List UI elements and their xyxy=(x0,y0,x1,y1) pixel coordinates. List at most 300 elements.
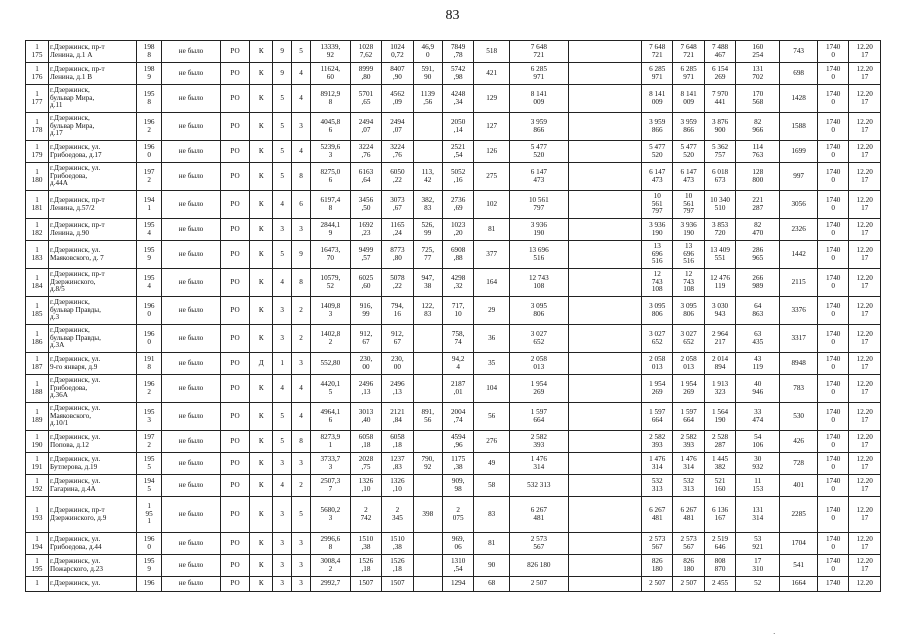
entrance-count: 9 xyxy=(292,241,311,269)
managing-form: РО xyxy=(220,533,249,555)
residents-count: 56 xyxy=(474,403,510,431)
cost-part-3: 2 528 287 xyxy=(704,431,735,453)
residents-count: 129 xyxy=(474,85,510,113)
max-rate: 1740 0 xyxy=(817,241,848,269)
spacer xyxy=(568,41,641,63)
wall-material: К xyxy=(250,577,273,592)
roof-area: 758, 74 xyxy=(442,325,473,353)
municipal-area xyxy=(413,325,442,353)
cost-part-1: 8 141 009 xyxy=(642,85,673,113)
spacer xyxy=(568,297,641,325)
max-rate: 1740 0 xyxy=(817,475,848,497)
row-number: 1 178 xyxy=(26,113,49,141)
deadline: 12.20 17 xyxy=(849,325,881,353)
private-area: 8773 ,80 xyxy=(382,241,413,269)
address: г.Дзержинск, бульвар Мира, д.11 xyxy=(49,85,137,113)
total-area: 8275,0 6 xyxy=(310,163,350,191)
specific-cost: 3317 xyxy=(780,325,818,353)
municipal-area: 891, 56 xyxy=(413,403,442,431)
build-year: 194 1 xyxy=(137,191,162,219)
last-repair: не было xyxy=(162,353,221,375)
address: г.Дзержинск, ул. 9-го января, д.9 xyxy=(49,353,137,375)
last-repair: не было xyxy=(162,269,221,297)
specific-cost: 3376 xyxy=(780,297,818,325)
build-year: 197 2 xyxy=(137,431,162,453)
row-number: 1 189 xyxy=(26,403,49,431)
build-year: 198 9 xyxy=(137,63,162,85)
row-number: 1 xyxy=(26,577,49,592)
managing-form: РО xyxy=(220,41,249,63)
fund-amount: 63 435 xyxy=(736,325,780,353)
spacer xyxy=(568,325,641,353)
last-repair: не было xyxy=(162,555,221,577)
total-cost: 2 582 393 xyxy=(509,431,568,453)
private-area: 1510 ,38 xyxy=(382,533,413,555)
private-area: 230, 00 xyxy=(382,353,413,375)
residents-count: 126 xyxy=(474,141,510,163)
spacer xyxy=(568,403,641,431)
last-repair: не было xyxy=(162,41,221,63)
entrance-count: 2 xyxy=(292,297,311,325)
table-row xyxy=(26,269,881,297)
cost-part-2: 2 573 567 xyxy=(673,533,704,555)
cost-part-1: 2 507 xyxy=(642,577,673,592)
wall-material: К xyxy=(250,325,273,353)
roof-area: 969, 06 xyxy=(442,533,473,555)
cost-part-3: 2 964 217 xyxy=(704,325,735,353)
municipal-area: 526, 99 xyxy=(413,219,442,241)
row-number: 1 186 xyxy=(26,325,49,353)
page-mark: · xyxy=(773,630,776,638)
municipal-area xyxy=(413,577,442,592)
table-row xyxy=(26,475,881,497)
cost-part-1: 6 285 971 xyxy=(642,63,673,85)
entrance-count: 4 xyxy=(292,63,311,85)
fund-amount: 53 921 xyxy=(736,533,780,555)
specific-cost: 1664 xyxy=(780,577,818,592)
fund-amount: 11 153 xyxy=(736,475,780,497)
cost-part-1: 6 147 473 xyxy=(642,163,673,191)
wall-material: К xyxy=(250,403,273,431)
last-repair: не было xyxy=(162,475,221,497)
table-body xyxy=(26,41,881,592)
total-cost: 5 477 520 xyxy=(509,141,568,163)
residents-count: 58 xyxy=(474,475,510,497)
address: г.Дзержинск, пр-т Ленина, д.57/2 xyxy=(49,191,137,219)
cost-part-1: 3 959 866 xyxy=(642,113,673,141)
floor-count: 5 xyxy=(273,241,292,269)
total-cost: 3 095 806 xyxy=(509,297,568,325)
build-year: 196 0 xyxy=(137,141,162,163)
table-row xyxy=(26,403,881,431)
deadline: 12.20 17 xyxy=(849,63,881,85)
build-year: 191 8 xyxy=(137,353,162,375)
roof-area: 5052 ,16 xyxy=(442,163,473,191)
private-area: 4562 ,09 xyxy=(382,85,413,113)
total-cost: 1 954 269 xyxy=(509,375,568,403)
cost-part-2: 1 476 314 xyxy=(673,453,704,475)
floor-count: 9 xyxy=(273,63,292,85)
floor-count: 5 xyxy=(273,113,292,141)
cost-part-2: 7 648 721 xyxy=(673,41,704,63)
specific-cost: 530 xyxy=(780,403,818,431)
managing-form: РО xyxy=(220,577,249,592)
max-rate: 1740 0 xyxy=(817,497,848,533)
deadline: 12.20 17 xyxy=(849,375,881,403)
address: г.Дзержинск, пр-т Дзержинского, д.9 xyxy=(49,497,137,533)
managing-form: РО xyxy=(220,497,249,533)
fund-amount: 131 702 xyxy=(736,63,780,85)
max-rate: 1740 0 xyxy=(817,297,848,325)
managing-form: РО xyxy=(220,353,249,375)
municipal-area xyxy=(413,375,442,403)
private-area: 2 345 xyxy=(382,497,413,533)
deadline: 12.20 17 xyxy=(849,141,881,163)
max-rate: 1740 0 xyxy=(817,191,848,219)
last-repair: не было xyxy=(162,191,221,219)
cost-part-1: 3 095 806 xyxy=(642,297,673,325)
managing-form: РО xyxy=(220,269,249,297)
row-number: 1 179 xyxy=(26,141,49,163)
fund-amount: 82 966 xyxy=(736,113,780,141)
total-cost: 2 507 xyxy=(509,577,568,592)
wall-material: К xyxy=(250,269,273,297)
row-number: 1 181 xyxy=(26,191,49,219)
spacer xyxy=(568,85,641,113)
municipal-area: 122, 83 xyxy=(413,297,442,325)
entrance-count: 4 xyxy=(292,85,311,113)
last-repair: не было xyxy=(162,577,221,592)
floor-count: 4 xyxy=(273,375,292,403)
row-number: 1 182 xyxy=(26,219,49,241)
last-repair: не было xyxy=(162,141,221,163)
build-year: 196 xyxy=(137,577,162,592)
entrance-count: 3 xyxy=(292,219,311,241)
cost-part-3: 2 519 646 xyxy=(704,533,735,555)
table-row xyxy=(26,497,881,533)
total-cost: 3 959 866 xyxy=(509,113,568,141)
deadline: 12.20 17 xyxy=(849,497,881,533)
build-year: 197 2 xyxy=(137,163,162,191)
entrance-count: 5 xyxy=(292,41,311,63)
cost-part-2: 3 959 866 xyxy=(673,113,704,141)
roof-area: 717, 10 xyxy=(442,297,473,325)
table-row xyxy=(26,555,881,577)
wall-material: К xyxy=(250,85,273,113)
deadline: 12.20 17 xyxy=(849,431,881,453)
roof-area: 909, 98 xyxy=(442,475,473,497)
living-area: 1028 7,62 xyxy=(350,41,381,63)
total-area: 3733,7 3 xyxy=(310,453,350,475)
municipal-area: 1139 ,56 xyxy=(413,85,442,113)
floor-count: 5 xyxy=(273,85,292,113)
floor-count: 1 xyxy=(273,353,292,375)
living-area: 912, 67 xyxy=(350,325,381,353)
roof-area: 1310 ,54 xyxy=(442,555,473,577)
fund-amount: 64 863 xyxy=(736,297,780,325)
total-cost: 8 141 009 xyxy=(509,85,568,113)
entrance-count: 2 xyxy=(292,325,311,353)
municipal-area: 113, 42 xyxy=(413,163,442,191)
cost-part-1: 7 648 721 xyxy=(642,41,673,63)
total-cost: 532 313 xyxy=(509,475,568,497)
total-cost: 13 696 516 xyxy=(509,241,568,269)
wall-material: К xyxy=(250,497,273,533)
specific-cost: 728 xyxy=(780,453,818,475)
deadline: 12.20 17 xyxy=(849,555,881,577)
build-year: 1 95 1 xyxy=(137,497,162,533)
specific-cost: 1704 xyxy=(780,533,818,555)
total-cost: 826 180 xyxy=(509,555,568,577)
private-area: 1526 ,18 xyxy=(382,555,413,577)
residents-count: 276 xyxy=(474,431,510,453)
table-row xyxy=(26,453,881,475)
living-area: 6058 ,18 xyxy=(350,431,381,453)
deadline: 12.20 17 xyxy=(849,163,881,191)
wall-material: К xyxy=(250,191,273,219)
cost-part-2: 5 477 520 xyxy=(673,141,704,163)
entrance-count: 3 xyxy=(292,533,311,555)
private-area: 912, 67 xyxy=(382,325,413,353)
cost-part-1: 10 561 797 xyxy=(642,191,673,219)
total-area: 2844,1 9 xyxy=(310,219,350,241)
row-number: 1 188 xyxy=(26,375,49,403)
living-area: 230, 00 xyxy=(350,353,381,375)
last-repair: не было xyxy=(162,375,221,403)
specific-cost: 698 xyxy=(780,63,818,85)
max-rate: 1740 0 xyxy=(817,269,848,297)
max-rate: 1740 0 xyxy=(817,353,848,375)
private-area: 794, 16 xyxy=(382,297,413,325)
fund-amount: 131 314 xyxy=(736,497,780,533)
roof-area: 4594 ,96 xyxy=(442,431,473,453)
floor-count: 3 xyxy=(273,555,292,577)
deadline: 12.20 17 xyxy=(849,191,881,219)
residents-count: 81 xyxy=(474,219,510,241)
wall-material: К xyxy=(250,63,273,85)
residents-count: 81 xyxy=(474,533,510,555)
cost-part-3: 6 136 167 xyxy=(704,497,735,533)
living-area: 1692 ,23 xyxy=(350,219,381,241)
total-cost: 3 936 190 xyxy=(509,219,568,241)
roof-area: 2521 ,54 xyxy=(442,141,473,163)
managing-form: РО xyxy=(220,113,249,141)
municipal-area: 591, 90 xyxy=(413,63,442,85)
row-number: 1 184 xyxy=(26,269,49,297)
cost-part-2: 2 507 xyxy=(673,577,704,592)
spacer xyxy=(568,63,641,85)
private-area: 1237 ,83 xyxy=(382,453,413,475)
residents-count: 29 xyxy=(474,297,510,325)
deadline: 12.20 17 xyxy=(849,113,881,141)
municipal-area: 725, 77 xyxy=(413,241,442,269)
last-repair: не было xyxy=(162,85,221,113)
build-year: 195 9 xyxy=(137,555,162,577)
spacer xyxy=(568,577,641,592)
cost-part-3: 3 853 720 xyxy=(704,219,735,241)
living-area: 3013 ,40 xyxy=(350,403,381,431)
table-row xyxy=(26,63,881,85)
max-rate: 1740 0 xyxy=(817,63,848,85)
row-number: 1 193 xyxy=(26,497,49,533)
living-area: 6025 ,60 xyxy=(350,269,381,297)
wall-material: К xyxy=(250,375,273,403)
specific-cost: 1442 xyxy=(780,241,818,269)
residents-count: 518 xyxy=(474,41,510,63)
table-row xyxy=(26,241,881,269)
address: г.Дзержинск, пр-т Дзержинского, д.8/5 xyxy=(49,269,137,297)
wall-material: К xyxy=(250,533,273,555)
wall-material: Д xyxy=(250,353,273,375)
cost-part-1: 532 313 xyxy=(642,475,673,497)
last-repair: не было xyxy=(162,431,221,453)
cost-part-2: 1 597 664 xyxy=(673,403,704,431)
managing-form: РО xyxy=(220,325,249,353)
build-year: 195 4 xyxy=(137,219,162,241)
roof-area: 4298 ,32 xyxy=(442,269,473,297)
municipal-area: 398 xyxy=(413,497,442,533)
roof-area: 1023 ,20 xyxy=(442,219,473,241)
address: г.Дзержинск, бульвар Правды, д.3А xyxy=(49,325,137,353)
specific-cost: 1428 xyxy=(780,85,818,113)
address: г.Дзержинск, ул. Пожарского, д.23 xyxy=(49,555,137,577)
cost-part-3: 2 455 xyxy=(704,577,735,592)
total-cost: 6 267 481 xyxy=(509,497,568,533)
managing-form: РО xyxy=(220,163,249,191)
cost-part-2: 826 180 xyxy=(673,555,704,577)
table-row xyxy=(26,431,881,453)
last-repair: не было xyxy=(162,63,221,85)
specific-cost: 2115 xyxy=(780,269,818,297)
total-area: 4964,1 6 xyxy=(310,403,350,431)
roof-area: 4248 ,34 xyxy=(442,85,473,113)
cost-part-1: 5 477 520 xyxy=(642,141,673,163)
cost-part-2: 6 147 473 xyxy=(673,163,704,191)
living-area: 916, 99 xyxy=(350,297,381,325)
total-area: 11624, 60 xyxy=(310,63,350,85)
row-number: 1 177 xyxy=(26,85,49,113)
floor-count: 4 xyxy=(273,269,292,297)
total-cost: 2 573 567 xyxy=(509,533,568,555)
deadline: 12.20 17 xyxy=(849,269,881,297)
managing-form: РО xyxy=(220,241,249,269)
floor-count: 3 xyxy=(273,297,292,325)
cost-part-2: 1 954 269 xyxy=(673,375,704,403)
living-area: 1326 ,10 xyxy=(350,475,381,497)
wall-material: К xyxy=(250,297,273,325)
fund-amount: 286 965 xyxy=(736,241,780,269)
floor-count: 3 xyxy=(273,453,292,475)
last-repair: не было xyxy=(162,241,221,269)
cost-part-2: 2 058 013 xyxy=(673,353,704,375)
roof-area: 1294 xyxy=(442,577,473,592)
municipal-area xyxy=(413,141,442,163)
private-area: 1165 ,24 xyxy=(382,219,413,241)
deadline: 12.20 17 xyxy=(849,403,881,431)
living-area: 3456 ,50 xyxy=(350,191,381,219)
row-number: 1 190 xyxy=(26,431,49,453)
table-row xyxy=(26,141,881,163)
deadline: 12.20 17 xyxy=(849,297,881,325)
total-area: 2507,3 7 xyxy=(310,475,350,497)
living-area: 2494 ,07 xyxy=(350,113,381,141)
cost-part-3: 2 014 894 xyxy=(704,353,735,375)
spacer xyxy=(568,219,641,241)
deadline: 12.20 17 xyxy=(849,219,881,241)
roof-area: 7849 ,78 xyxy=(442,41,473,63)
deadline: 12.20 17 xyxy=(849,475,881,497)
living-area: 8999 ,80 xyxy=(350,63,381,85)
cost-part-3: 6 018 673 xyxy=(704,163,735,191)
table-row xyxy=(26,163,881,191)
cost-part-2: 10 561 797 xyxy=(673,191,704,219)
address: г.Дзержинск, ул. Маяковского, д.10/1 xyxy=(49,403,137,431)
row-number: 1 187 xyxy=(26,353,49,375)
address: г.Дзержинск, ул. Гагарина, д.4А xyxy=(49,475,137,497)
residents-count: 68 xyxy=(474,577,510,592)
total-area: 4045,8 6 xyxy=(310,113,350,141)
floor-count: 3 xyxy=(273,325,292,353)
deadline: 12.20 17 xyxy=(849,353,881,375)
cost-part-2: 6 285 971 xyxy=(673,63,704,85)
cost-part-3: 1 445 382 xyxy=(704,453,735,475)
last-repair: не было xyxy=(162,219,221,241)
total-cost: 1 476 314 xyxy=(509,453,568,475)
spacer xyxy=(568,533,641,555)
entrance-count: 3 xyxy=(292,453,311,475)
build-year: 194 5 xyxy=(137,475,162,497)
total-area: 5680,2 3 xyxy=(310,497,350,533)
residents-count: 377 xyxy=(474,241,510,269)
living-area: 6163 ,64 xyxy=(350,163,381,191)
entrance-count: 3 xyxy=(292,577,311,592)
fund-amount: 52 xyxy=(736,577,780,592)
cost-part-2: 3 095 806 xyxy=(673,297,704,325)
spacer xyxy=(568,141,641,163)
roof-area: 5742 ,98 xyxy=(442,63,473,85)
max-rate: 1740 0 xyxy=(817,325,848,353)
address: г.Дзержинск, пр-т Ленина, д.1 А xyxy=(49,41,137,63)
floor-count: 5 xyxy=(273,431,292,453)
spacer xyxy=(568,163,641,191)
total-cost: 1 597 664 xyxy=(509,403,568,431)
spacer xyxy=(568,113,641,141)
wall-material: К xyxy=(250,431,273,453)
living-area: 5701 ,65 xyxy=(350,85,381,113)
cost-part-3: 7 970 441 xyxy=(704,85,735,113)
roof-area: 2187 ,01 xyxy=(442,375,473,403)
managing-form: РО xyxy=(220,555,249,577)
floor-count: 9 xyxy=(273,41,292,63)
managing-form: РО xyxy=(220,85,249,113)
build-year: 195 9 xyxy=(137,241,162,269)
build-year: 196 2 xyxy=(137,113,162,141)
residents-count: 102 xyxy=(474,191,510,219)
private-area: 3073 ,67 xyxy=(382,191,413,219)
address: г.Дзержинск, ул. Попова, д.12 xyxy=(49,431,137,453)
last-repair: не было xyxy=(162,163,221,191)
fund-amount: 43 119 xyxy=(736,353,780,375)
fund-amount: 33 474 xyxy=(736,403,780,431)
specific-cost: 1699 xyxy=(780,141,818,163)
cost-part-1: 2 058 013 xyxy=(642,353,673,375)
cost-part-1: 13 696 516 xyxy=(642,241,673,269)
roof-area: 94,2 4 xyxy=(442,353,473,375)
private-area: 8407 ,90 xyxy=(382,63,413,85)
floor-count: 5 xyxy=(273,403,292,431)
total-cost: 6 285 971 xyxy=(509,63,568,85)
row-number: 1 175 xyxy=(26,41,49,63)
